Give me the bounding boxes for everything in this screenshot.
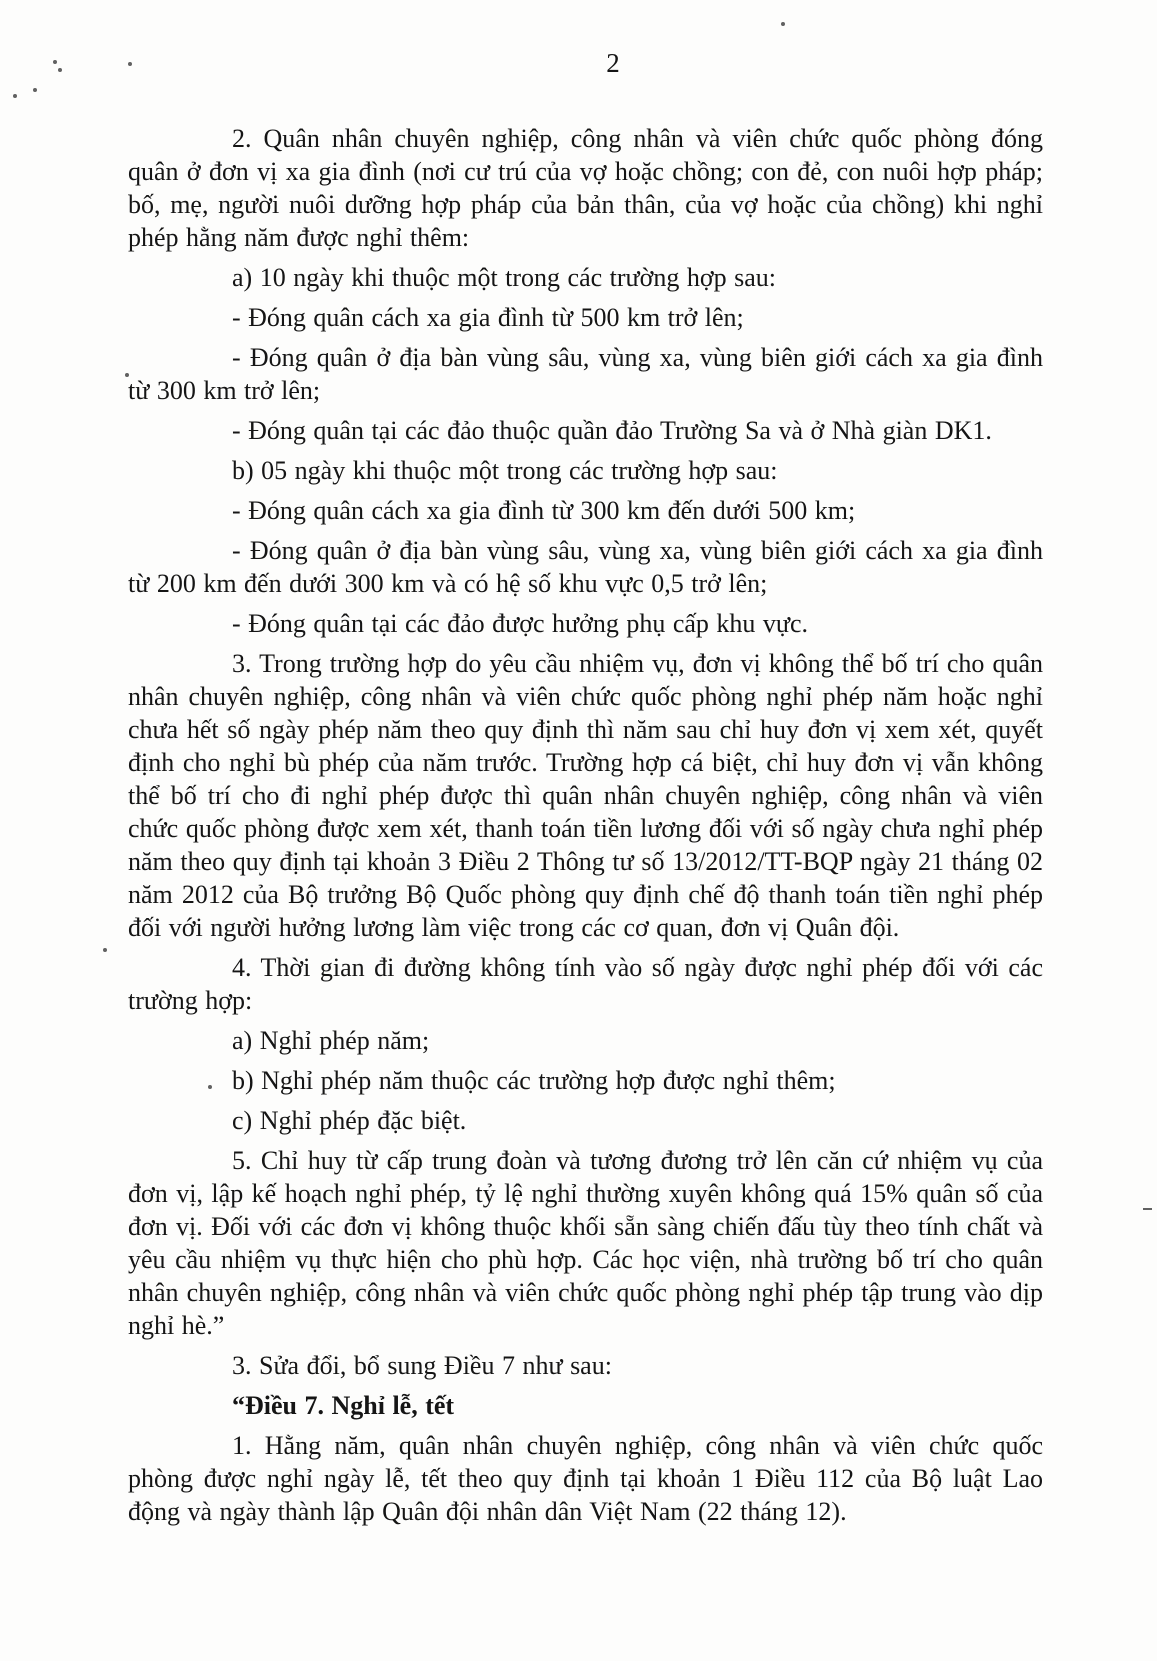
scan-speck	[33, 88, 37, 92]
scan-speck	[128, 62, 132, 66]
scan-speck	[781, 22, 785, 26]
paragraph: 4. Thời gian đi đường không tính vào số ngày được nghỉ phép đối với các trường hợp:	[128, 953, 1043, 1015]
paragraph: - Đóng quân cách xa gia đình từ 300 km đến dưới 500 km;	[232, 496, 856, 525]
page-number: 2	[606, 48, 621, 78]
scan-speck	[103, 948, 107, 952]
paragraph: - Đóng quân cách xa gia đình từ 500 km trở lên;	[232, 303, 744, 332]
paragraph: 2. Quân nhân chuyên nghiệp, công nhân và viên chức quốc phòng đóng quân ở đơn vị xa gia đình (nơi cư trú của vợ hoặc chồng; con đẻ, con nuôi hợp pháp; bố, mẹ, người nuôi dưỡng hợp pháp của bản thân, của vợ hoặc của chồng) khi nghỉ phép hằng năm được nghỉ thêm:	[128, 124, 1043, 252]
paragraph: b) Nghỉ phép năm thuộc các trường hợp được nghỉ thêm;	[232, 1066, 836, 1095]
scan-speck	[58, 68, 62, 72]
paragraph: - Đóng quân ở địa bàn vùng sâu, vùng xa, vùng biên giới cách xa gia đình từ 300 km trở lên;	[128, 343, 1043, 405]
paragraph: a) 10 ngày khi thuộc một trong các trường hợp sau:	[232, 263, 777, 292]
paragraph: - Đóng quân ở địa bàn vùng sâu, vùng xa, vùng biên giới cách xa gia đình từ 200 km đến dưới 300 km và có hệ số khu vực 0,5 trở lên;	[128, 536, 1043, 598]
paragraph: a) Nghỉ phép năm;	[232, 1026, 430, 1055]
scan-speck	[53, 60, 57, 64]
scan-speck	[125, 373, 129, 377]
paragraph: b) 05 ngày khi thuộc một trong các trường hợp sau:	[232, 456, 778, 485]
paragraph: - Đóng quân tại các đảo được hưởng phụ cấp khu vực.	[232, 609, 809, 638]
scan-speck	[208, 1085, 212, 1089]
paragraph: 3. Trong trường hợp do yêu cầu nhiệm vụ, đơn vị không thể bố trí cho quân nhân chuyên nghiệp, công nhân và viên chức quốc phòng nghỉ phép năm hoặc nghỉ chưa hết số ngày phép năm theo quy định thì năm sau chỉ huy đơn vị xem xét, quyết định cho nghỉ bù phép của năm trước. Trường hợp cá biệt, chỉ huy đơn vị vẫn không thể bố trí cho đi nghỉ phép được thì quân nhân chuyên nghiệp, công nhân và viên chức quốc phòng được xem xét, thanh toán tiền lương đối với số ngày chưa nghỉ phép năm theo quy định tại khoản 3 Điều 2 Thông tư số 13/2012/TT-BQP ngày 21 tháng 02 năm 2012 của Bộ trưởng Bộ Quốc phòng quy định chế độ thanh toán tiền nghỉ phép đối với người hưởng lương làm việc trong các cơ quan, đơn vị Quân đội.	[128, 649, 1043, 942]
paragraph: 3. Sửa đổi, bổ sung Điều 7 như sau:	[232, 1351, 612, 1380]
document-body	[128, 122, 1043, 1535]
article-heading: “Điều 7. Nghỉ lễ, tết	[232, 1391, 455, 1420]
paragraph: 5. Chỉ huy từ cấp trung đoàn và tương đương trở lên căn cứ nhiệm vụ của đơn vị, lập kế hoạch nghỉ phép, tỷ lệ nghỉ thường xuyên không quá 15% quân số của đơn vị. Đối với các đơn vị không thuộc khối sẵn sàng chiến đấu tùy theo tính chất và yêu cầu nhiệm vụ thực hiện cho phù hợp. Các học viện, nhà trường bố trí cho quân nhân chuyên nghiệp, công nhân và viên chức quốc phòng nghỉ phép tập trung vào dịp nghỉ hè.”	[128, 1146, 1043, 1340]
scan-speck	[1143, 1208, 1152, 1210]
paragraph: 1. Hằng năm, quân nhân chuyên nghiệp, công nhân và viên chức quốc phòng được nghỉ ngày lễ, tết theo quy định tại khoản 1 Điều 112 của Bộ luật Lao động và ngày thành lập Quân đội nhân dân Việt Nam (22 tháng 12).	[128, 1431, 1043, 1526]
scan-speck	[13, 94, 17, 98]
paragraph: - Đóng quân tại các đảo thuộc quần đảo Trường Sa và ở Nhà giàn DK1.	[232, 416, 992, 445]
paragraph: c) Nghỉ phép đặc biệt.	[232, 1106, 467, 1135]
